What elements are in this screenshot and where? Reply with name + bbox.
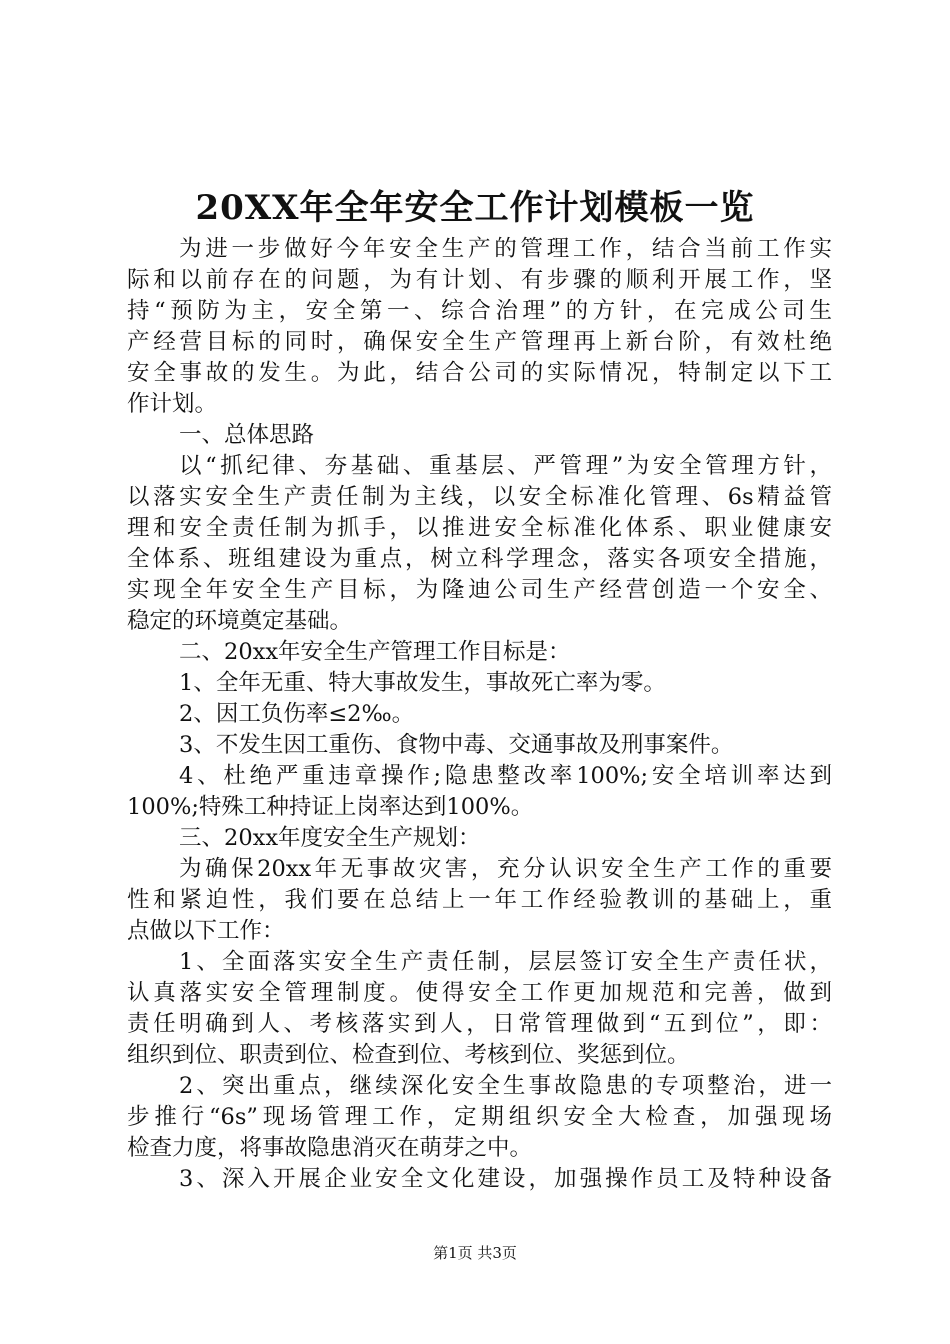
text-line: 责任明确到人、考核落实到人，日常管理做到“五到位”，即： (127, 1011, 832, 1037)
text-line: 点做以下工作： (127, 918, 285, 944)
page-footer: 第1页 共3页 (433, 1244, 517, 1262)
text-line: 为确保20xx年无事故灾害，充分认识安全生产工作的重要 (179, 856, 832, 882)
text-line: 安全事故的发生。为此，结合公司的实际情况，特制定以下工 (127, 360, 832, 386)
text-line: 100%;特殊工种持证上岗率达到100%。 (127, 794, 534, 820)
text-line: 1、全年无重、特大事故发生，事故死亡率为零。 (179, 670, 666, 696)
text-line: 认真落实安全管理制度。使得安全工作更加规范和完善，做到 (127, 980, 832, 1006)
text-line: 组织到位、职责到位、检查到位、考核到位、奖惩到位。 (127, 1042, 690, 1068)
text-line: 检查力度，将事故隐患消灭在萌芽之中。 (127, 1135, 533, 1161)
text-line: 实现全年安全生产目标，为隆迪公司生产经营创造一个安全、 (127, 577, 832, 603)
text-line: 性和紧迫性，我们要在总结上一年工作经验教训的基础上，重 (127, 887, 832, 913)
text-line: 作计划。 (127, 391, 218, 417)
text-line: 1、全面落实安全生产责任制，层层签订安全生产责任状， (179, 949, 832, 975)
text-line: 2、因工负伤率≤2‰。 (179, 701, 415, 727)
text-line: 二、20xx年安全生产管理工作目标是： (179, 639, 571, 665)
text-line: 以落实安全生产责任制为主线，以安全标准化管理、6s精益管 (127, 484, 832, 510)
text-line: 全体系、班组建设为重点，树立科学理念，落实各项安全措施， (127, 546, 832, 572)
text-line: 一、总体思路 (179, 422, 315, 448)
text-line: 以“抓纪律、夯基础、重基层、严管理”为安全管理方针， (179, 453, 832, 479)
text-line: 持“预防为主，安全第一、综合治理”的方针，在完成公司生 (127, 298, 832, 324)
text-line: 为进一步做好今年安全生产的管理工作，结合当前工作实 (179, 236, 832, 262)
document-title: 20XX年全年安全工作计划模板一览 (195, 188, 755, 228)
text-line: 4、杜绝严重违章操作;隐患整改率100%;安全培训率达到 (179, 763, 832, 789)
text-line: 步推行“6s”现场管理工作，定期组织安全大检查，加强现场 (127, 1104, 832, 1130)
document-body (127, 234, 832, 1195)
text-line: 三、20xx年度安全生产规划： (179, 825, 481, 851)
text-line: 稳定的环境奠定基础。 (127, 608, 353, 634)
text-line: 3、不发生因工重伤、食物中毒、交通事故及刑事案件。 (179, 732, 734, 758)
text-line: 2、突出重点，继续深化安全生事故隐患的专项整治，进一 (179, 1073, 832, 1099)
text-line: 产经营目标的同时，确保安全生产管理再上新台阶，有效杜绝 (127, 329, 832, 355)
text-line: 3、深入开展企业安全文化建设，加强操作员工及特种设备 (179, 1166, 832, 1192)
text-line: 理和安全责任制为抓手，以推进安全标准化体系、职业健康安 (127, 515, 832, 541)
text-line: 际和以前存在的问题，为有计划、有步骤的顺利开展工作，坚 (127, 267, 832, 293)
